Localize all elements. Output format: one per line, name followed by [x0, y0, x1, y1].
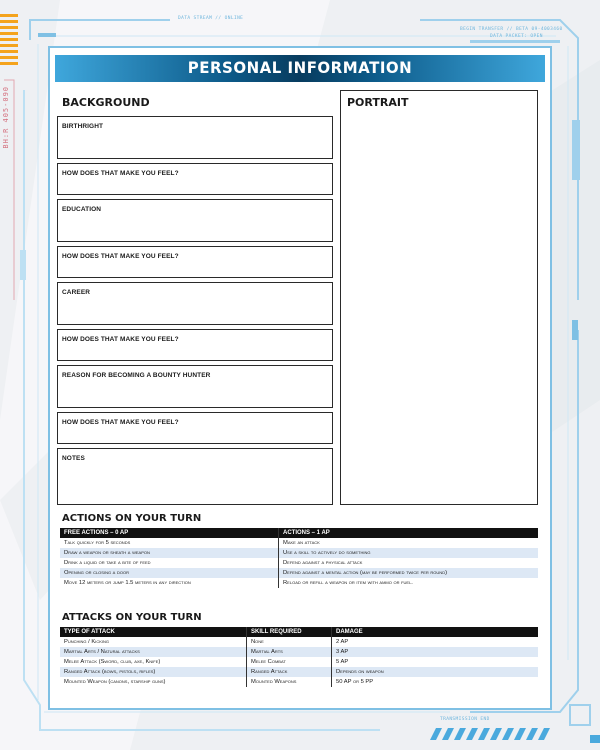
career-field[interactable]: [57, 282, 333, 325]
reason-field[interactable]: [57, 365, 333, 408]
action-cell: Reload or refill a weapon or item with ammo or fuel.: [279, 578, 539, 588]
free-action-cell: Draw a weapon or sheath a weapon: [60, 548, 279, 558]
skill-cell: Ranged Attack: [247, 667, 332, 677]
field-label: REASON FOR BECOMING A BOUNTY HUNTER: [62, 372, 211, 379]
portrait-heading: PORTRAIT: [347, 96, 409, 109]
attacks-heading: ATTACKS ON YOUR TURN: [62, 612, 202, 623]
table-row: [60, 538, 538, 548]
table-row: [60, 568, 538, 578]
attack-type-cell: Punching / Kicking: [64, 639, 110, 645]
free-action-cell: Move 12 meters or jump 1.5 meters in any direction: [64, 580, 191, 586]
reason-feel-field[interactable]: [57, 412, 333, 444]
free-action-cell: Drink a liquid or take a bite of feed: [64, 560, 151, 566]
portrait-box[interactable]: [340, 90, 538, 505]
table-row: [60, 637, 538, 647]
field-label: EDUCATION: [62, 206, 102, 213]
type-of-attack-header: TYPE OF ATTACK: [60, 627, 247, 637]
career-feel-field[interactable]: [57, 329, 333, 361]
field-label: CAREER: [62, 289, 91, 296]
damage-cell: 3 AP: [332, 647, 539, 657]
bottom-data-label: TRANSMISSION END: [440, 717, 490, 722]
damage-header: DAMAGE: [332, 627, 539, 637]
field-label: HOW DOES THAT MAKE YOU FEEL?: [62, 419, 179, 426]
table-row: [60, 647, 538, 657]
action-cell: Defend against a mental action (may be performed twice per round): [279, 568, 539, 578]
birthright-feel-field[interactable]: [57, 163, 333, 195]
damage-cell: 50 AP or 5 PP: [332, 677, 539, 687]
page-title: PERSONAL INFORMATION: [187, 58, 413, 78]
field-label: HOW DOES THAT MAKE YOU FEEL?: [62, 170, 179, 177]
notes-field[interactable]: [57, 448, 333, 505]
action-cell: Use a skill to actively do something: [279, 548, 539, 558]
field-label: HOW DOES THAT MAKE YOU FEEL?: [62, 253, 179, 260]
education-feel-field[interactable]: [57, 246, 333, 278]
table-row: [60, 548, 538, 558]
field-label: NOTES: [62, 455, 85, 462]
top-right-label-1: BEGIN TRANSFER // BETA 09-4003460: [460, 27, 563, 32]
top-data-label: DATA STREAM // ONLINE: [178, 16, 244, 21]
table-row: [60, 558, 538, 568]
attack-type-cell: Melee Attack (Sword, club, axe, Knife): [64, 659, 161, 665]
free-action-cell: Talk quickly for 5 seconds: [64, 540, 131, 546]
field-label: HOW DOES THAT MAKE YOU FEEL?: [62, 336, 179, 343]
attack-type-cell: Ranged Attack (bows, pistols, rifles): [60, 667, 247, 677]
action-cell: Defend against a physical attack: [279, 558, 539, 568]
table-row: [60, 677, 538, 687]
side-id-label: BH:R 405-090: [2, 86, 10, 149]
actions-1ap-header: ACTIONS – 1 AP: [279, 528, 539, 538]
damage-cell: 5 AP: [332, 657, 539, 667]
skill-cell: Martial Arts: [247, 647, 332, 657]
birthright-field[interactable]: [57, 116, 333, 159]
damage-cell: 2 AP: [332, 637, 539, 647]
free-actions-header: FREE ACTIONS – 0 AP: [60, 528, 279, 538]
attack-type-cell: Martial Arts / Natural attacks: [60, 647, 247, 657]
actions-heading: ACTIONS ON YOUR TURN: [62, 513, 202, 524]
education-field[interactable]: [57, 199, 333, 242]
free-action-cell: Opening or closing a door: [60, 568, 279, 578]
action-cell: Make an attack: [279, 538, 539, 548]
table-row: [60, 578, 538, 588]
skill-required-header: SKILL REQUIRED: [247, 627, 332, 637]
table-row: [60, 657, 538, 667]
skill-cell: None: [247, 637, 332, 647]
background-heading: BACKGROUND: [62, 96, 150, 109]
field-label: BIRTHRIGHT: [62, 123, 104, 130]
skill-cell: Mounted Weapons: [247, 677, 332, 687]
top-right-label-2: DATA PACKET: OPEN: [490, 34, 543, 39]
skill-cell: Melee Combat: [247, 657, 332, 667]
actions-table: [60, 528, 538, 588]
table-row: [60, 667, 538, 677]
attack-type-cell: Mounted Weapon (canons, starship guns): [64, 679, 166, 685]
attacks-table: [60, 627, 538, 687]
title-banner: [55, 55, 545, 82]
damage-cell: Depends on weapon: [332, 667, 539, 677]
